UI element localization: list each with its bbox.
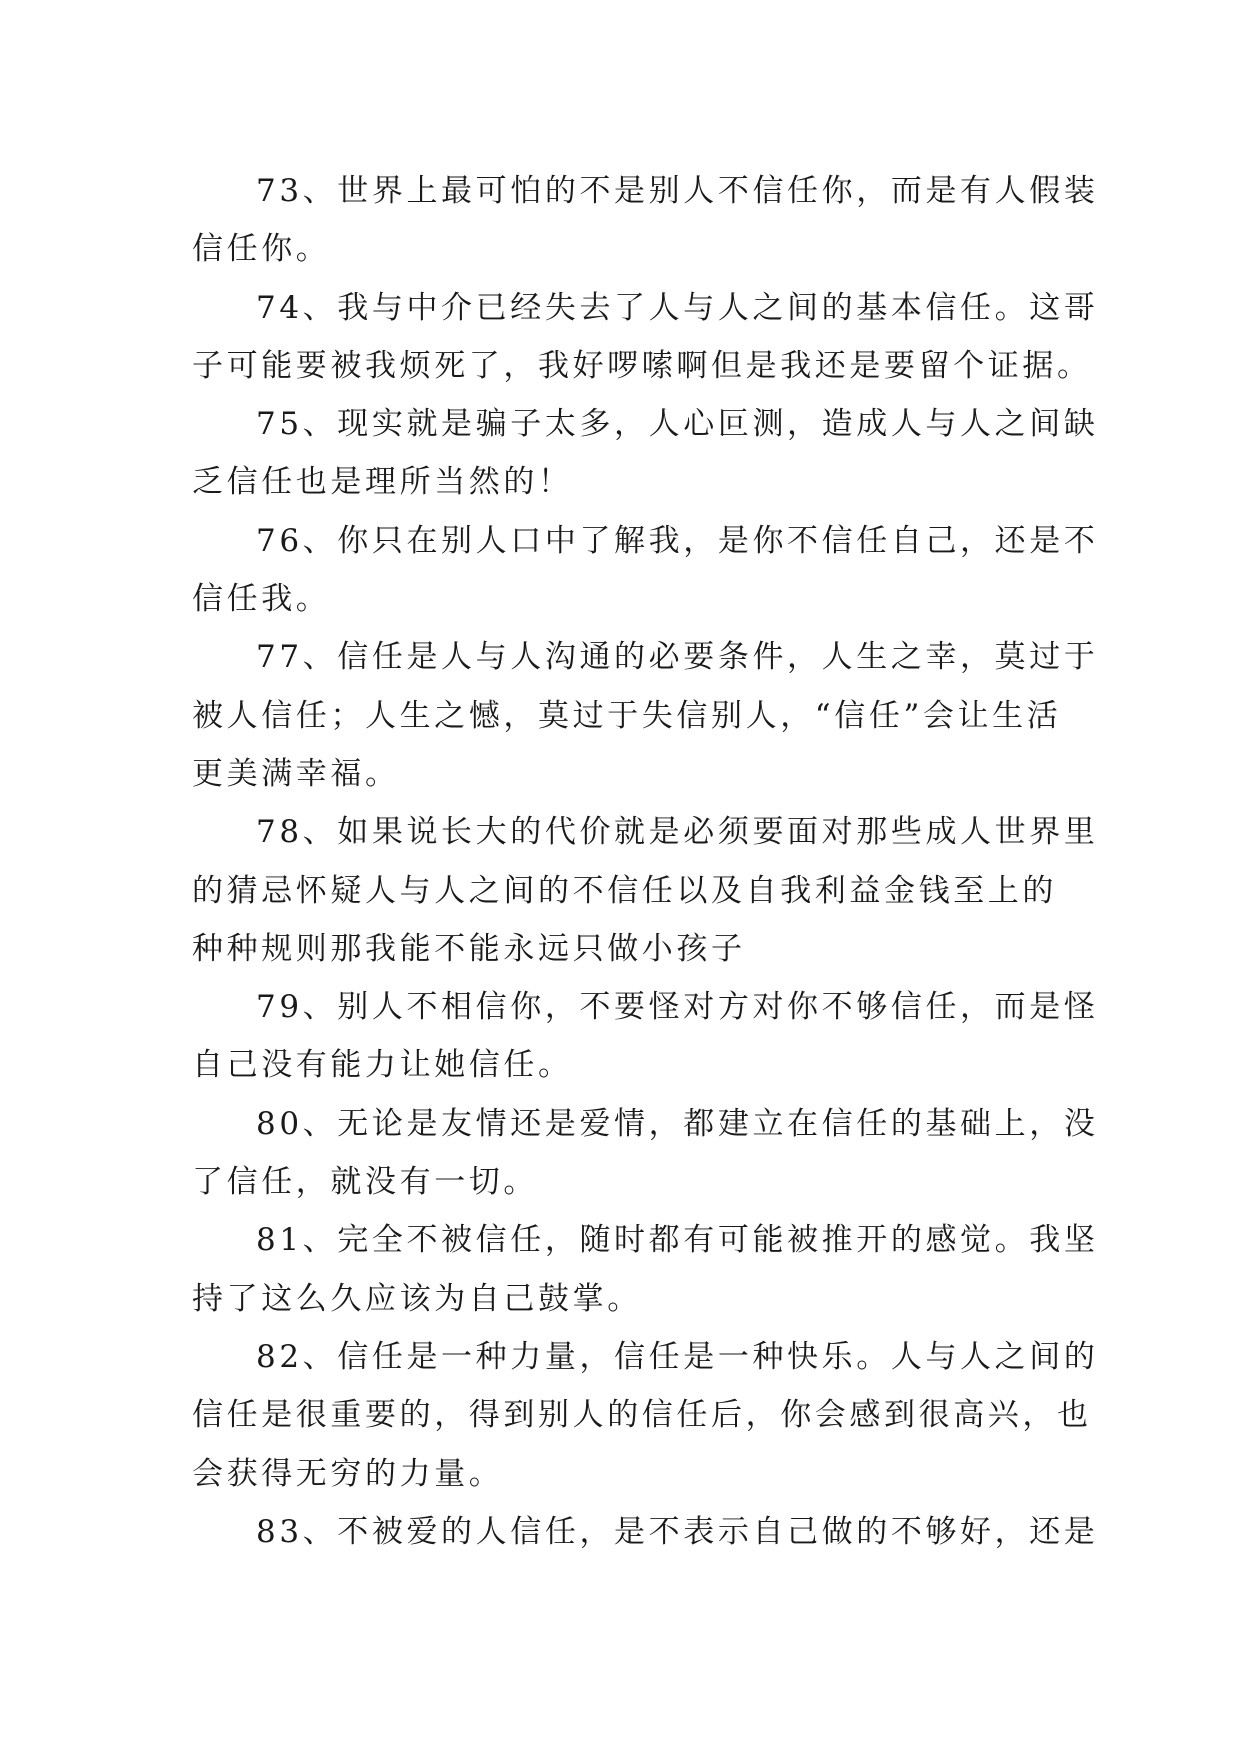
paragraph-line: 74、我与中介已经失去了人与人之间的基本信任。这哥 (256, 289, 1099, 326)
paragraph-81 (192, 1211, 1099, 1328)
paragraph-line: 的猜忌怀疑人与人之间的不信任以及自我利益金钱至上的 (192, 872, 1057, 909)
paragraph-line: 子可能要被我烦死了，我好啰嗦啊但是我还是要留个证据。 (192, 347, 1092, 384)
paragraph-line: 73、世界上最可怕的不是别人不信任你，而是有人假装 (256, 173, 1099, 209)
paragraph-80 (192, 1095, 1099, 1212)
paragraph-75 (192, 395, 1099, 512)
paragraph-line: 81、完全不被信任，随时都有可能被推开的感觉。我坚 (256, 1222, 1099, 1259)
paragraph-line: 83、不被爱的人信任，是不表示自己做的不够好，还是 (256, 1513, 1099, 1550)
paragraph-line: 信任你。 (192, 231, 331, 268)
paragraph-line: 信任是很重要的，得到别人的信任后，你会感到很高兴，也 (192, 1397, 1092, 1434)
paragraph-82 (192, 1328, 1099, 1503)
paragraph-line: 79、别人不相信你，不要怪对方对你不够信任，而是怪 (256, 989, 1099, 1026)
paragraph-line: 自己没有能力让她信任。 (192, 1047, 573, 1084)
paragraph-74 (192, 279, 1099, 396)
paragraph-line: 82、信任是一种力量，信任是一种快乐。人与人之间的 (256, 1338, 1099, 1375)
paragraph-line: 77、信任是人与人沟通的必要条件，人生之幸，莫过于 (256, 639, 1099, 676)
paragraph-83 (192, 1503, 1099, 1561)
paragraph-78 (192, 803, 1099, 978)
paragraph-79 (192, 978, 1099, 1095)
paragraph-line: 会获得无穷的力量。 (192, 1455, 504, 1492)
document-body (192, 162, 1099, 1561)
paragraph-line: 被人信任；人生之憾，莫过于失信别人，“信任”会让生活 (192, 697, 1062, 734)
paragraph-line: 种种规则那我能不能永远只做小孩子 (192, 930, 746, 967)
paragraph-line: 75、现实就是骗子太多，人心叵测，造成人与人之间缺 (256, 406, 1099, 443)
paragraph-line: 78、如果说长大的代价就是必须要面对那些成人世界里 (256, 814, 1099, 851)
paragraph-77 (192, 628, 1099, 803)
paragraph-76 (192, 512, 1099, 629)
paragraph-line: 了信任，就没有一切。 (192, 1164, 538, 1201)
paragraph-line: 76、你只在别人口中了解我，是你不信任自己，还是不 (256, 522, 1099, 559)
paragraph-line: 信任我。 (192, 581, 331, 618)
paragraph-line: 持了这么久应该为自己鼓掌。 (192, 1280, 642, 1317)
paragraph-line: 乏信任也是理所当然的！ (192, 464, 573, 501)
paragraph-line: 80、无论是友情还是爱情，都建立在信任的基础上，没 (256, 1105, 1099, 1142)
paragraph-line: 更美满幸福。 (192, 755, 400, 792)
paragraph-73 (192, 162, 1099, 279)
